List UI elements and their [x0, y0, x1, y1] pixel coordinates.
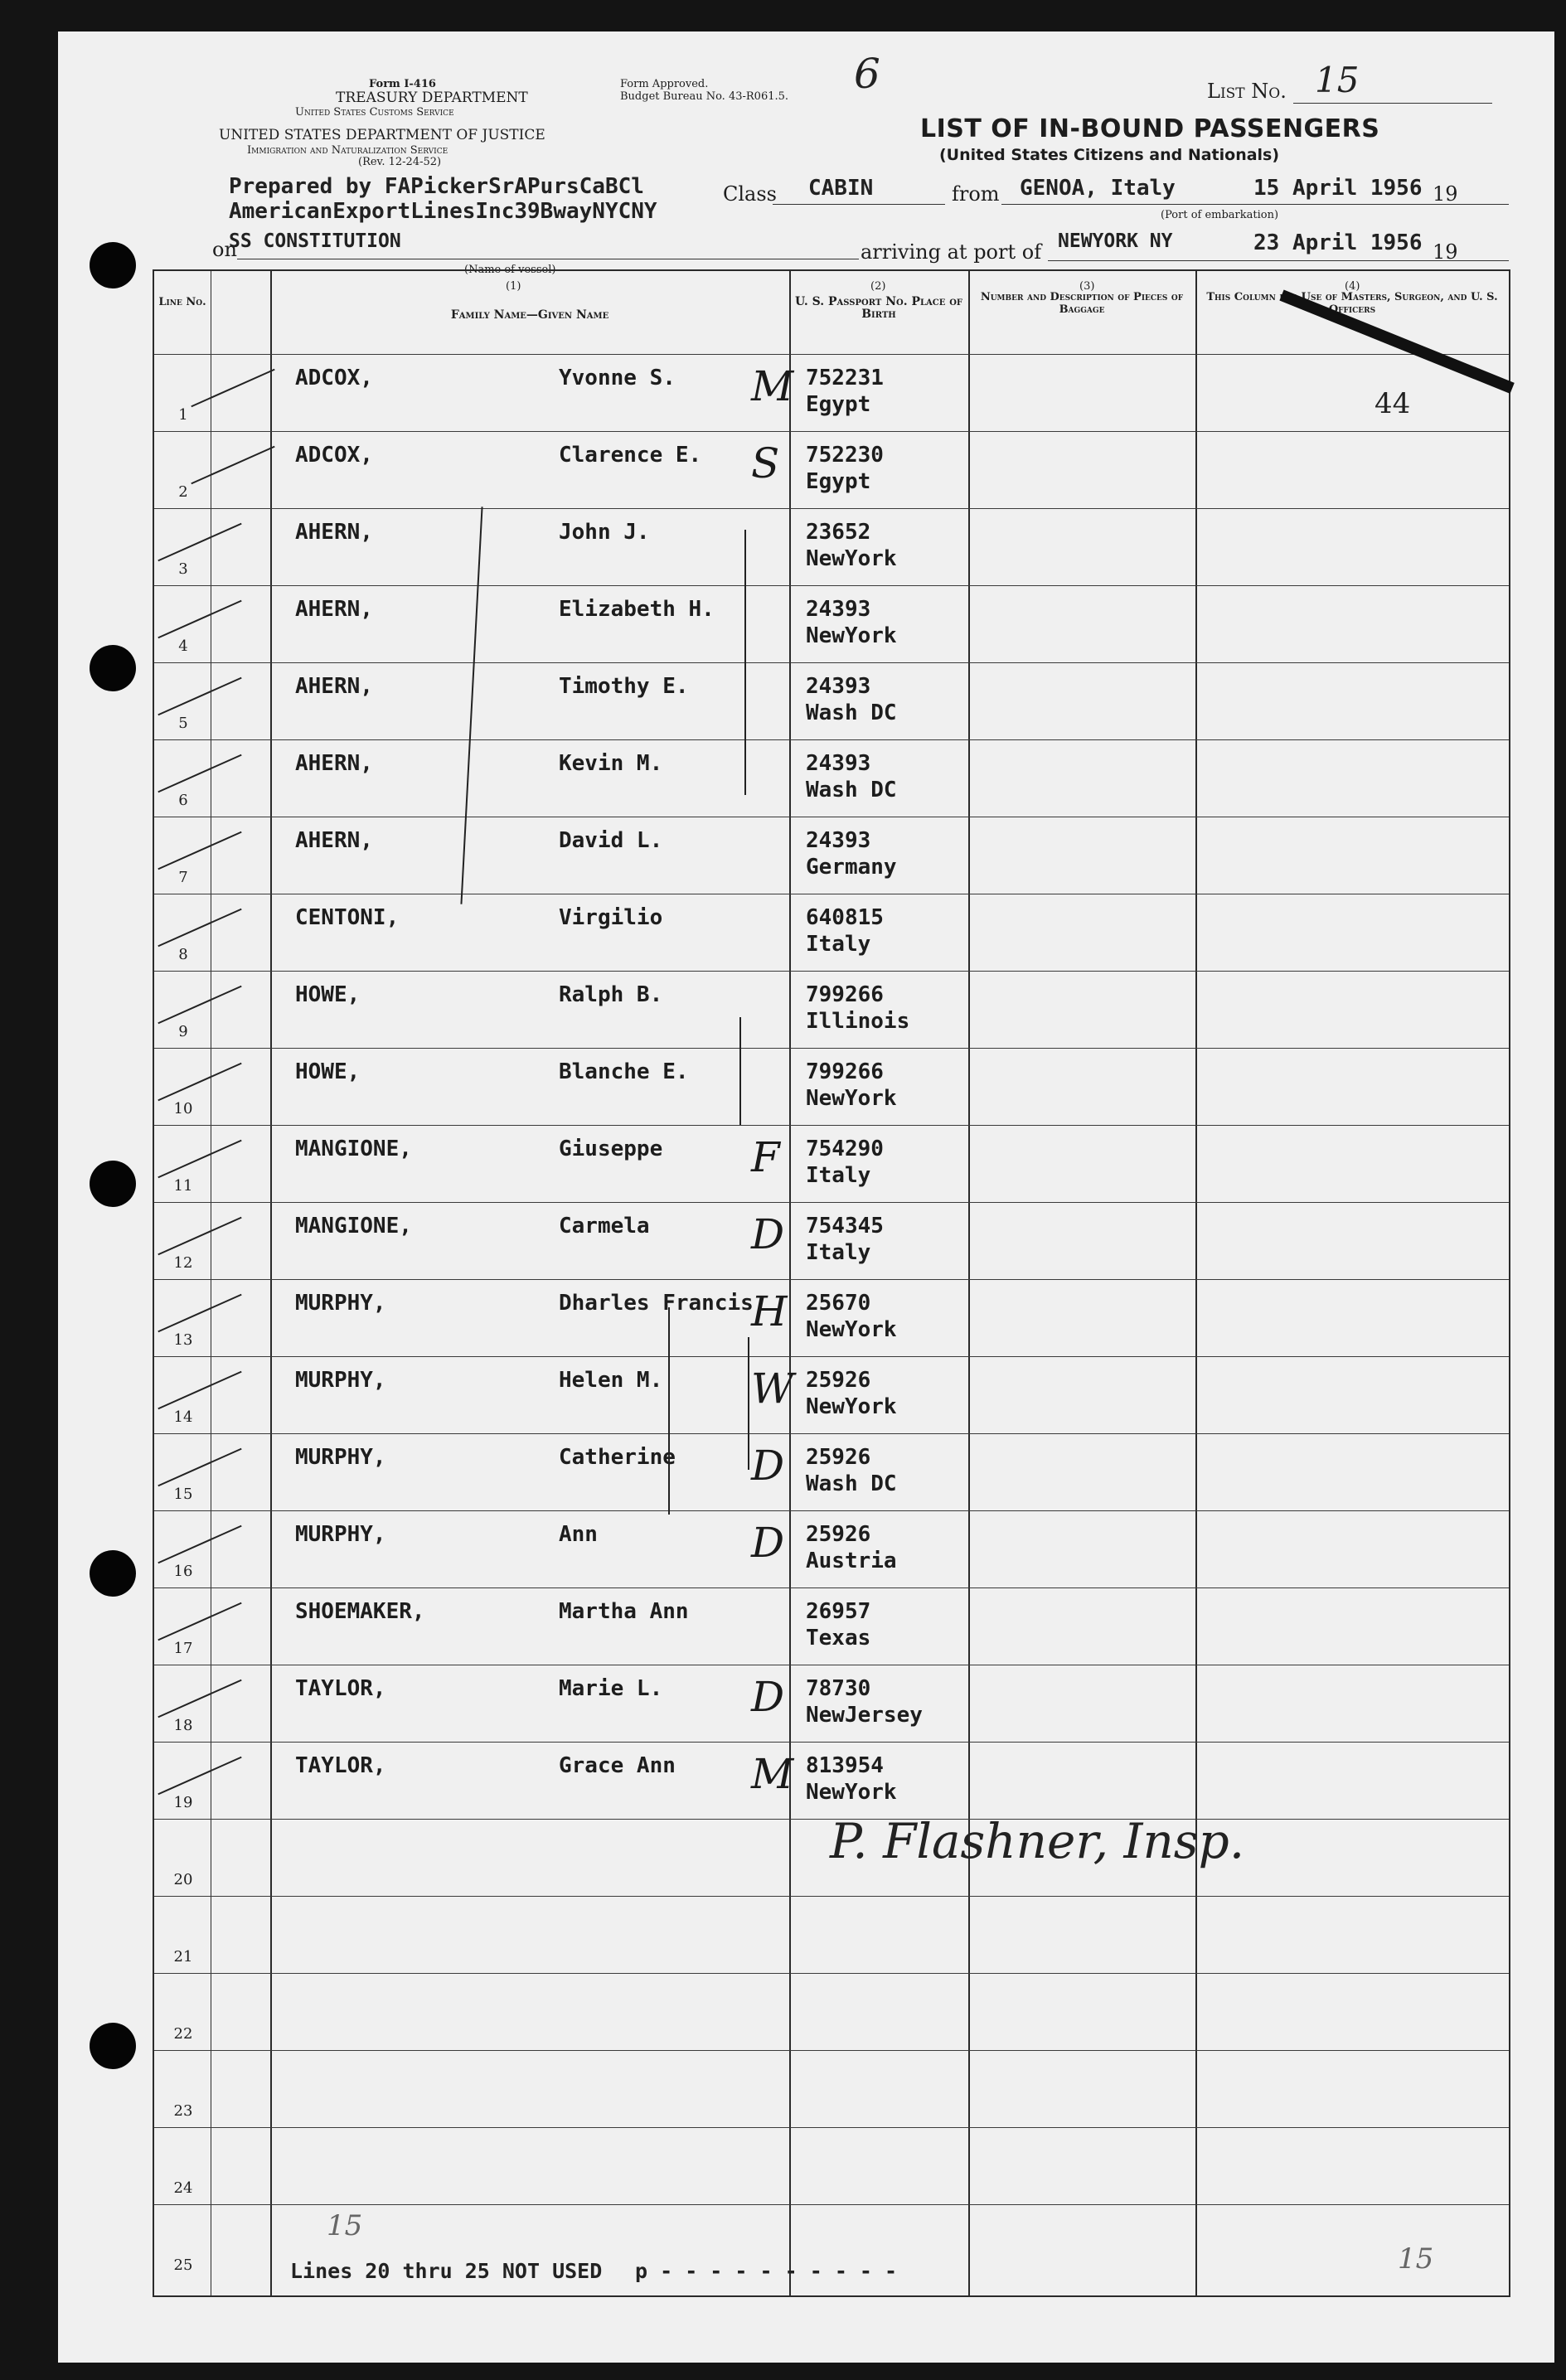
form-number: Form I-416 — [369, 78, 436, 90]
check-mark — [158, 677, 241, 716]
given-name: Martha Ann — [559, 1599, 689, 1624]
line-number: 8 — [178, 946, 188, 963]
family-name: AHERN, — [295, 751, 373, 776]
passport-number: 752230 — [806, 443, 884, 468]
relation-mark: W — [751, 1365, 794, 1413]
prepared-by-line2: AmericanExportLinesInc39BwayNYCNY — [229, 199, 657, 224]
family-name: TAYLOR, — [295, 1753, 386, 1778]
family-name: HOWE, — [295, 982, 361, 1007]
row-divider — [154, 1587, 1509, 1588]
doj-line: UNITED STATES DEPARTMENT OF JUSTICE — [219, 127, 545, 143]
line-number: 7 — [178, 869, 188, 886]
row-divider — [154, 1279, 1509, 1280]
row-divider — [154, 2050, 1509, 2051]
passport-number: 754345 — [806, 1214, 884, 1238]
binder-hole — [90, 645, 136, 691]
line-number: 6 — [178, 792, 188, 809]
binder-hole — [90, 1161, 136, 1207]
relation-mark: M — [751, 362, 794, 410]
col-num-2: (2) — [870, 280, 886, 293]
row-divider — [154, 1048, 1509, 1049]
row-divider — [154, 662, 1509, 663]
relation-mark: F — [751, 1133, 780, 1181]
place-of-birth: NewJersey — [806, 1703, 923, 1728]
passport-number: 24393 — [806, 597, 871, 622]
family-name: MURPHY, — [295, 1368, 386, 1393]
row-divider — [154, 739, 1509, 740]
row-divider — [154, 1742, 1509, 1743]
given-name: Kevin M. — [559, 751, 663, 776]
family-name: ADCOX, — [295, 366, 373, 390]
given-name: Giuseppe — [559, 1137, 663, 1161]
check-mark — [191, 369, 274, 408]
binder-hole — [90, 242, 136, 288]
arrival-date: 23 April 1956 — [1253, 230, 1423, 255]
header-baggage: Number and Description of Pieces of Baggage — [980, 291, 1184, 316]
arrival-port: NEWYORK NY — [1058, 230, 1173, 252]
row-divider — [154, 2204, 1509, 2205]
place-of-birth: Austria — [806, 1549, 897, 1573]
given-name: Marie L. — [559, 1676, 663, 1701]
check-mark — [158, 754, 241, 793]
family-name: MURPHY, — [295, 1522, 386, 1547]
place-of-birth: NewYork — [806, 1317, 897, 1342]
check-mark — [158, 1217, 241, 1256]
ins-line: Immigration and Naturalization Service — [247, 144, 448, 157]
page-pencil-mark: 6 — [854, 50, 880, 98]
header-passport: U. S. Passport No. Place of Birth — [794, 295, 963, 321]
row-divider — [154, 508, 1509, 509]
row-divider — [154, 2127, 1509, 2128]
family-name: MANGIONE, — [295, 1214, 412, 1238]
row-divider — [154, 1356, 1509, 1357]
line-number: 3 — [178, 560, 188, 578]
binder-hole — [90, 2023, 136, 2069]
passport-number: 24393 — [806, 751, 871, 776]
line-number: 23 — [173, 2102, 193, 2120]
vessel-caption: (Name of vessel) — [464, 264, 556, 276]
check-mark — [158, 909, 241, 948]
passport-number: 23652 — [806, 520, 871, 545]
row-divider — [154, 1125, 1509, 1126]
passport-number: 754290 — [806, 1137, 884, 1161]
passport-number: 799266 — [806, 1059, 884, 1084]
passport-number: 25926 — [806, 1445, 871, 1470]
budget-bureau: Budget Bureau No. 43-R061.5. — [620, 90, 789, 103]
page-title: LIST OF IN-BOUND PASSENGERS — [920, 114, 1380, 143]
given-name: Blanche E. — [559, 1059, 689, 1084]
row-divider — [154, 971, 1509, 972]
passport-number: 24393 — [806, 674, 871, 699]
family-name: SHOEMAKER, — [295, 1599, 425, 1624]
line-number: 19 — [173, 1794, 193, 1811]
place-of-birth: NewYork — [806, 1394, 897, 1419]
passport-number: 26957 — [806, 1599, 871, 1624]
arrival-year-suffix: 19 — [1433, 240, 1458, 264]
passport-number: 813954 — [806, 1753, 884, 1778]
embarkation-caption: (Port of embarkation) — [1161, 209, 1279, 221]
passport-number: 25926 — [806, 1522, 871, 1547]
relation-mark: D — [751, 1673, 785, 1721]
page-subtitle: (United States Citizens and Nationals) — [939, 146, 1280, 164]
row-divider — [154, 1202, 1509, 1203]
place-of-birth: Wash DC — [806, 700, 897, 725]
inspector-signature: P. Flashner, Insp. — [830, 1813, 1245, 1869]
line-number: 21 — [173, 1948, 193, 1966]
place-of-birth: NewYork — [806, 1086, 897, 1111]
row-divider — [154, 585, 1509, 586]
arriving-label: arriving at port of — [861, 240, 1042, 264]
given-name: Carmela — [559, 1214, 650, 1238]
header-name: Family Name—Given Name — [450, 308, 609, 322]
line-number: 18 — [173, 1717, 193, 1734]
family-name: AHERN, — [295, 674, 373, 699]
class-value: CABIN — [808, 176, 874, 201]
form-approved: Form Approved. — [620, 78, 709, 90]
given-name: David L. — [559, 828, 663, 853]
given-name: Helen M. — [559, 1368, 663, 1393]
footer-note: Lines 20 thru 25 NOT USED — [290, 2259, 603, 2283]
customs-service: United States Customs Service — [295, 106, 454, 119]
place-of-birth: NewYork — [806, 1780, 897, 1805]
given-name: Catherine — [559, 1445, 676, 1470]
place-of-birth: Italy — [806, 1163, 871, 1188]
family-name: AHERN, — [295, 597, 373, 622]
relation-mark: S — [751, 439, 780, 487]
passport-number: 799266 — [806, 982, 884, 1007]
place-of-birth: Egypt — [806, 469, 871, 494]
place-of-birth: NewYork — [806, 623, 897, 648]
line-number: 11 — [173, 1177, 193, 1195]
row-divider — [154, 1433, 1509, 1434]
check-mark — [158, 1448, 241, 1487]
relation-mark: M — [751, 1750, 794, 1798]
given-name: Elizabeth H. — [559, 597, 715, 622]
family-name: MURPHY, — [295, 1291, 386, 1316]
place-of-birth: Wash DC — [806, 1471, 897, 1496]
check-mark — [158, 1525, 241, 1564]
vessel-name: SS CONSTITUTION — [229, 230, 401, 252]
check-mark — [158, 1063, 241, 1102]
line-number: 10 — [173, 1100, 193, 1117]
from-label: from — [952, 182, 1000, 206]
footer-dashes: p - - - - - - - - - - — [635, 2259, 898, 2283]
family-name: MURPHY, — [295, 1445, 386, 1470]
relation-mark: D — [751, 1519, 785, 1567]
relation-mark: D — [751, 1210, 785, 1258]
from-date: 15 April 1956 — [1253, 176, 1423, 201]
col-num-4: (4) — [1345, 280, 1360, 293]
check-mark — [158, 1371, 241, 1410]
officer-note: 44 — [1374, 387, 1411, 420]
row-divider — [154, 1896, 1509, 1897]
on-label: on — [212, 238, 237, 261]
check-mark — [158, 1294, 241, 1333]
line-number: 9 — [178, 1023, 188, 1040]
check-mark — [158, 1140, 241, 1179]
passport-number: 78730 — [806, 1676, 871, 1701]
check-mark — [191, 446, 274, 485]
row-divider — [154, 354, 1509, 355]
passport-number: 24393 — [806, 828, 871, 853]
row-divider — [154, 431, 1509, 432]
passenger-table — [153, 269, 1510, 2297]
given-name: John J. — [559, 520, 650, 545]
family-name: HOWE, — [295, 1059, 361, 1084]
given-name: Virgilio — [559, 905, 663, 930]
line-number: 2 — [178, 483, 188, 501]
check-mark — [158, 1602, 241, 1641]
line-number: 13 — [173, 1331, 193, 1349]
passport-number: 25926 — [806, 1368, 871, 1393]
given-name: Ann — [559, 1522, 598, 1547]
passport-number: 25670 — [806, 1291, 871, 1316]
line-number: 22 — [173, 2025, 193, 2043]
given-name: Dharles Francis — [559, 1291, 754, 1316]
check-mark — [158, 600, 241, 639]
line-number: 5 — [178, 715, 188, 732]
line-number: 4 — [178, 637, 188, 655]
line-number: 25 — [173, 2256, 193, 2274]
place-of-birth: Italy — [806, 932, 871, 957]
line-number: 17 — [173, 1640, 193, 1657]
family-name: AHERN, — [295, 520, 373, 545]
passport-number: 640815 — [806, 905, 884, 930]
check-mark — [158, 831, 241, 870]
check-mark — [158, 1680, 241, 1718]
col-num-1: (1) — [506, 280, 521, 293]
place-of-birth: Italy — [806, 1240, 871, 1265]
line-number: 1 — [178, 406, 188, 424]
col-num-3: (3) — [1079, 280, 1095, 293]
footer-count-right: 15 — [1398, 2242, 1434, 2276]
line-number: 14 — [173, 1408, 193, 1426]
class-label: Class — [723, 182, 777, 206]
from-port: GENOA, Italy — [1020, 176, 1176, 201]
family-name: TAYLOR, — [295, 1676, 386, 1701]
given-name: Clarence E. — [559, 443, 702, 468]
row-divider — [154, 1510, 1509, 1511]
line-number: 20 — [173, 1871, 193, 1888]
passport-number: 752231 — [806, 366, 884, 390]
header-line-no: Line No. — [158, 296, 206, 308]
footer-count-left: 15 — [327, 2209, 363, 2242]
place-of-birth: Texas — [806, 1626, 871, 1650]
header-officers: This Column for Use of Masters, Surgeon, and U. S. Officers — [1206, 291, 1498, 316]
line-number: 12 — [173, 1254, 193, 1272]
relation-mark: H — [751, 1287, 788, 1335]
family-name: ADCOX, — [295, 443, 373, 468]
place-of-birth: Illinois — [806, 1009, 910, 1034]
place-of-birth: NewYork — [806, 546, 897, 571]
given-name: Timothy E. — [559, 674, 689, 699]
check-mark — [158, 986, 241, 1025]
row-divider — [154, 1973, 1509, 1974]
given-name: Yvonne S. — [559, 366, 676, 390]
line-number: 16 — [173, 1563, 193, 1580]
place-of-birth: Egypt — [806, 392, 871, 417]
list-no-label: List No. — [1207, 80, 1287, 103]
family-name: AHERN, — [295, 828, 373, 853]
relation-mark: D — [751, 1442, 785, 1490]
from-year-suffix: 19 — [1433, 182, 1458, 206]
place-of-birth: Germany — [806, 855, 897, 880]
check-mark — [158, 523, 241, 562]
revision: (Rev. 12-24-52) — [358, 156, 442, 168]
place-of-birth: Wash DC — [806, 778, 897, 802]
given-name: Ralph B. — [559, 982, 663, 1007]
given-name: Grace Ann — [559, 1753, 676, 1778]
family-name: CENTONI, — [295, 905, 400, 930]
line-number: 24 — [173, 2179, 193, 2197]
check-mark — [158, 1757, 241, 1796]
list-no-value: 15 — [1315, 60, 1360, 100]
prepared-by-line1: Prepared by FAPickerSrAPursCaBCl — [229, 174, 644, 199]
binder-hole — [90, 1550, 136, 1597]
treasury-dept: TREASURY DEPARTMENT — [336, 90, 528, 106]
line-number: 15 — [173, 1486, 193, 1503]
family-name: MANGIONE, — [295, 1137, 412, 1161]
